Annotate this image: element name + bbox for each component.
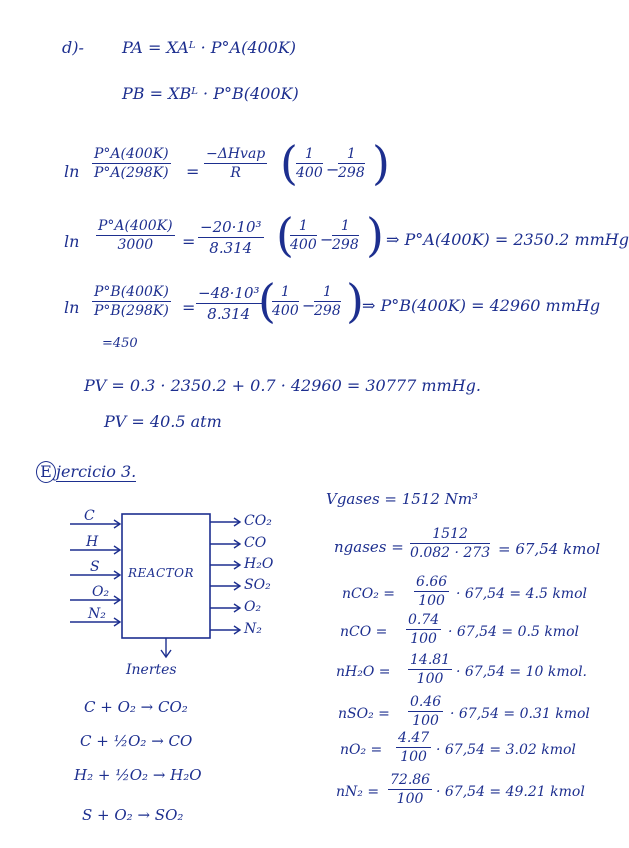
ln3-right-paren: ) — [346, 274, 364, 328]
row-o2-den: 100 — [400, 749, 427, 765]
ln3-ln: ln — [64, 298, 80, 317]
ln3-result: ⇒ P°B(400K) = 42960 mmHg — [362, 296, 601, 315]
pb-equation: PB = XBᴸ · P°B(400K) — [122, 84, 299, 103]
input-n2: N₂ — [88, 606, 106, 622]
ln3-below-note: =450 — [102, 336, 138, 351]
ln1-denominator: P°A(298K) — [94, 165, 169, 181]
ln2-paren-num2: 1 — [332, 218, 359, 236]
row-h2o-fraction — [408, 652, 452, 687]
reactor-label: REACTOR — [128, 566, 195, 580]
ln3-paren-den2: 298 — [314, 303, 341, 319]
ln1-equals: = — [186, 162, 200, 181]
inertes-label: Inertes — [126, 662, 177, 678]
reaction-2: C + ½O₂ → CO — [80, 732, 193, 750]
ln3-paren-den1: 400 — [272, 303, 299, 319]
part-d-label: d)- — [62, 38, 84, 57]
row-o2-num: 4.47 — [398, 730, 430, 746]
ln1-numerator: P°A(400K) — [94, 146, 169, 162]
ln1-paren-den2: 298 — [338, 165, 365, 181]
row-o2-lhs: nO₂ = — [340, 742, 383, 758]
ln3-numerator: P°B(400K) — [94, 284, 169, 300]
reaction-4: S + O₂ → SO₂ — [82, 806, 184, 824]
pv-line2: PV = 40.5 atm — [104, 412, 222, 431]
vgases-line: Vgases = 1512 Nm³ — [326, 490, 479, 508]
row-n2-fraction — [388, 772, 432, 807]
row-o2-rhs: · 67,54 = 3.02 kmol — [436, 742, 576, 758]
output-n2: N₂ — [244, 621, 262, 637]
ngases-result: = 67,54 kmol — [498, 540, 601, 558]
ngases-numerator: 1512 — [410, 526, 490, 544]
ln1-ln: ln — [64, 162, 80, 181]
ln1-paren-minus: − — [326, 160, 340, 179]
ln3-denominator: P°B(298K) — [94, 303, 169, 319]
ln2-denominator: 3000 — [117, 237, 154, 253]
row-co-rhs: · 67,54 = 0.5 kmol — [448, 624, 579, 640]
ngases-denominator: 0.082 · 273 — [410, 545, 491, 561]
row-h2o-rhs: · 67,54 = 10 kmol. — [456, 664, 587, 680]
row-h2o-den: 100 — [416, 671, 444, 687]
row-n2-rhs: · 67,54 = 49.21 kmol — [436, 784, 585, 800]
row-so2-fraction — [408, 694, 443, 729]
row-co2-den: 100 — [418, 593, 445, 609]
ln2-paren-den2: 298 — [332, 237, 359, 253]
row-co-den: 100 — [410, 631, 437, 647]
ln2-rhs-denominator: 8.314 — [209, 239, 253, 257]
row-n2-num: 72.86 — [390, 772, 431, 788]
output-h2o: H₂O — [244, 556, 274, 572]
ln2-numerator: P°A(400K) — [98, 218, 173, 234]
ln2-result: ⇒ P°A(400K) = 2350.2 mmHg — [386, 230, 629, 249]
ln2-paren-den1: 400 — [290, 237, 317, 253]
ejercicio-title: jercicio 3. — [56, 462, 137, 481]
ln2-paren-minus: − — [320, 230, 334, 249]
output-arrows — [210, 518, 240, 634]
row-h2o-num: 14.81 — [410, 652, 451, 668]
row-so2-num: 0.46 — [410, 694, 442, 710]
ejercicio-circle: E — [36, 461, 56, 483]
ln2-left-paren: ( — [276, 208, 294, 262]
output-o2: O₂ — [244, 599, 262, 615]
pa-equation: PA = XAᴸ · P°A(400K) — [122, 38, 297, 57]
reaction-3: H₂ + ½O₂ → H₂O — [74, 766, 202, 784]
ln3-equals: = — [182, 298, 196, 317]
output-co: CO — [244, 535, 267, 551]
ln3-left-paren: ( — [258, 274, 276, 328]
ln2-rhs-numerator: −20·10³ — [200, 218, 262, 236]
row-o2-fraction — [396, 730, 431, 765]
ln1-left-paren: ( — [280, 136, 298, 190]
input-s: S — [90, 559, 100, 575]
ln2-right-paren: ) — [366, 208, 384, 262]
ln1-paren-num1: 1 — [296, 146, 323, 164]
ln3-paren-num1: 1 — [272, 284, 299, 302]
ngases-label: ngases = — [334, 538, 404, 556]
ln3-paren-num2: 1 — [314, 284, 341, 302]
row-co2-num: 6.66 — [416, 574, 448, 590]
row-co-fraction — [406, 612, 441, 647]
row-so2-den: 100 — [412, 713, 439, 729]
row-co2-lhs: nCO₂ = — [342, 586, 395, 602]
row-so2-lhs: nSO₂ = — [338, 706, 390, 722]
row-so2-rhs: · 67,54 = 0.31 kmol — [450, 706, 590, 722]
row-co-num: 0.74 — [408, 612, 440, 628]
row-n2-den: 100 — [396, 791, 424, 807]
pv-line1: PV = 0.3 · 2350.2 + 0.7 · 42960 = 30777 mmHg. — [84, 376, 481, 395]
ln3-rhs-numerator: −48·10³ — [198, 284, 260, 302]
ln1-rhs-denominator: R — [230, 165, 241, 181]
input-h: H — [86, 534, 99, 550]
row-co-lhs: nCO = — [340, 624, 388, 640]
row-n2-lhs: nN₂ = — [336, 784, 380, 800]
output-co2: CO₂ — [244, 513, 272, 529]
ln1-right-paren: ) — [372, 136, 390, 190]
ln2-ln: ln — [64, 232, 80, 251]
output-so2: SO₂ — [244, 577, 271, 593]
ln2-paren-num1: 1 — [290, 218, 317, 236]
ln1-paren-num2: 1 — [338, 146, 365, 164]
row-co2-fraction — [414, 574, 449, 609]
ln1-paren-den1: 400 — [296, 165, 323, 181]
row-h2o-lhs: nH₂O = — [336, 664, 391, 680]
ln3-paren-minus: − — [302, 296, 316, 315]
input-o2: O₂ — [92, 584, 110, 600]
bottom-arrow — [161, 638, 171, 657]
reaction-1: C + O₂ → CO₂ — [84, 698, 188, 716]
ln3-rhs-denominator: 8.314 — [207, 305, 251, 323]
row-co2-rhs: · 67,54 = 4.5 kmol — [456, 586, 587, 602]
ln1-rhs-numerator: −ΔHvap — [206, 146, 266, 162]
ln2-equals: = — [182, 232, 196, 251]
ngases-fraction — [410, 526, 490, 561]
input-c: C — [84, 508, 95, 524]
